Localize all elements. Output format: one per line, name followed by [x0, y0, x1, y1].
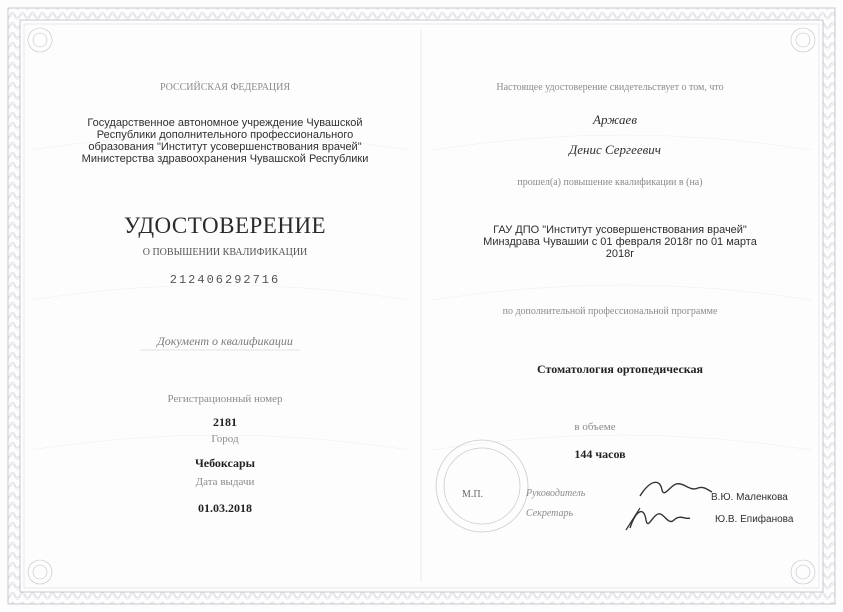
city-label: Город	[211, 433, 239, 445]
institution-line: Министерства здравоохранения Чувашской Республики	[81, 153, 369, 165]
secretary-label: Секретарь	[526, 508, 574, 519]
city: Чебоксары	[194, 456, 256, 470]
document-title: УДОСТОВЕРЕНИЕ	[123, 213, 327, 238]
reg-number: 2181	[213, 415, 237, 429]
signature-head	[640, 482, 712, 496]
head-label: Руководитель	[526, 488, 586, 499]
org-line: Минздрава Чувашии с 01 февраля 2018г по 01 марта	[483, 236, 757, 248]
issue-date-label: Дата выдачи	[195, 476, 255, 488]
issue-date: 01.03.2018	[198, 501, 252, 515]
full-name: Денис Сергеевич	[569, 142, 661, 157]
institution-line: Государственное автономное учреждение Чувашской	[87, 117, 363, 129]
reg-number-label: Регистрационный номер	[167, 393, 283, 405]
head-name: В.Ю. Маленкова	[711, 492, 788, 503]
volume-label: в объеме	[574, 421, 616, 433]
program-name: Стоматология ортопедическая	[536, 362, 704, 376]
institution-name	[80, 117, 370, 165]
serial-number: 212406292716	[169, 273, 281, 287]
org-line: 2018г	[605, 248, 635, 260]
institution-line: Республики дополнительного профессионального	[96, 129, 354, 141]
secretary-name: Ю.В. Епифанова	[715, 514, 794, 525]
document-type: Документ о квалификации	[157, 334, 293, 348]
training-organization	[470, 224, 770, 260]
certifies-text: Настоящее удостоверение свидетельствует о том, что	[496, 82, 724, 93]
institution-line: образования "Институт усовершенствования врачей"	[88, 141, 362, 153]
stamp	[436, 440, 528, 532]
hours: 144 часов	[574, 447, 626, 461]
signature-secretary	[630, 512, 690, 528]
document-subtitle: О ПОВЫШЕНИИ КВАЛИФИКАЦИИ	[142, 247, 308, 258]
country-label: РОССИЙСКАЯ ФЕДЕРАЦИЯ	[159, 82, 291, 93]
passed-training-text: прошел(а) повышение квалификации в (на)	[517, 177, 703, 188]
stamp-label: М.П.	[462, 489, 484, 500]
program-label: по дополнительной профессиональной программе	[502, 306, 718, 317]
org-line: ГАУ ДПО "Институт усовершенствования врачей"	[493, 224, 747, 236]
surname: Аржаев	[593, 112, 637, 127]
